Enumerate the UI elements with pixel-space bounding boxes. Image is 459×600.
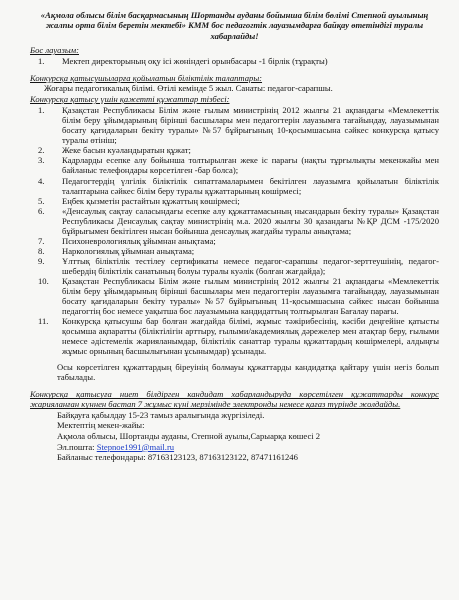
documents-list xyxy=(30,105,439,356)
vacancy-list xyxy=(30,56,439,66)
deadline-notice: Конкурсқа қатысуға ниет білдірген кандидат хабарландыруда көрсетілген құжаттарды конкурс жарияланған күннен бастап 7 жұмыс күні мерзімінде электронды немесе қағаз түрінде жолдайды. xyxy=(30,389,439,410)
list-item: 6. «Денсаулық сақтау саласындағы есепке алу құжаттамасының нысандарын бекіту туралы» Қазақстан Республикасы Денсаулық сақтау министрінің м.а. 2020 жылғы 30 қазандағы №ҚР ДСМ -175/2020 бұйрығымен бекітілген нысан бойынша денсаулық жағдайы туралы анықтама; xyxy=(38,205,439,236)
list-item: 3. Кадрларды есепке алу бойынша толтырылған жеке іс парағы (нақты тұрғылықты мекенжайы мен байланыс телефондары көрсетілген -бар болса); xyxy=(38,155,439,176)
list-item: 4. Педагогтердің үлгілік біліктілік сипаттамаларымен бекітілген лауазымға қойылатын біліктілік талаптарына сәйкес білім беру туралы құжаттарының көшірмесі; xyxy=(38,175,439,196)
date-line: Байқауға қабылдау 15-23 тамыз аралығында жүргізіледі. xyxy=(57,409,265,420)
list-item: 11. Конкурсқа қатысушы бар болған жағдайда білімі, жұмыс тәжірибесінің, кәсіби деңгейіне қатысты қосымша ақпаратты (біліктілігін арттыру, ғылыми/академиялық дәрежелер мен атақтар беру, ғылыми немесе әдістемелік жарияланымдар, біліктілік санаттар туралы құжаттардың көшірмелері, алдыңғы жұмыс орнының басшылығынан ұсынымдар) ұсынады. xyxy=(38,316,439,357)
address-text: Ақмола облысы, Шортанды ауданы, Степной ауылы,Сарыарқа көшесі 2 xyxy=(57,431,321,441)
list-item: 9. Ұлттық біліктілік тестілеу сертификаты немесе педагог-сарапшы педагог-зерттеушінің, педагог-шебердің біліктілік санатының болуы туралы куәлік (болған жағдайда); xyxy=(38,255,439,276)
list-item: 10. Қазақстан Республикасы Білім және ғылым министрінің 2012 жылғы 21 ақпандағы «Мемлекеттік білім беру ұйымдарының бірінші басшылары мен педагогтерін лауазымға тағайындау, лауазымынан босату қағидаларын бекіту туралы» №57 бұйрығының 11-қосымшасына сәйкес нысан бойынша педагогтің бос немесе уақытша бос лауазымына кандидаттың толтырылған Бағалау парағы. xyxy=(38,275,439,317)
contact-block xyxy=(30,410,439,464)
phone-line xyxy=(57,452,439,463)
phone-label: Байланыс телефондары: xyxy=(57,452,148,463)
list-item: 2. Жеке басын куәландыратын құжат; xyxy=(38,145,191,156)
documents-heading: Конкурсқа қатысу үшін қажетті құжаттар тізбесі: xyxy=(30,94,230,105)
qualification-text: Жоғары педагогикалық білімі. Өтілі кемінде 5 жыл. Санаты: педагог-сарапшы. xyxy=(44,83,333,94)
list-item: 8. Наркологиялық ұйымнан анықтама; xyxy=(38,245,195,256)
email-line xyxy=(57,442,439,453)
list-item: 7. Психоневрологиялық ұйымнан анықтама; xyxy=(38,235,216,246)
qualification-heading: Конкурсқа қатысушыларға қойылатын біліктілік талаптары: xyxy=(30,73,263,84)
vacancy-heading: Бос лауазым: xyxy=(30,44,79,55)
page-title: «Ақмола облысы білім басқармасының Шортанды ауданы бойынша білім бөлімі Степной ауылының жалпы орта білім беретін мектебі» КММ бос педагогтік лауазымдарға байқау өтетіндігі туралы хабарлайды! xyxy=(40,10,429,41)
list-item: 1. Қазақстан Республикасы Білім және ғылым министрінің 2012 жылғы 21 ақпандағы «Мемлекеттік білім беру ұйымдарының бірінші басшылары мен педагогтерін лауазымға тағайындау, лауазымынан босату қағидаларын бекіту туралы» №57 бұйрығының 10-қосымшасына сәйкес конкурсқа қатысу туралы өтініш; xyxy=(38,105,439,146)
documents-note: Осы көрсетілген құжаттардың біреуінің болмауы құжаттарды кандидатқа қайтару үшін негіз болып табылады. xyxy=(57,362,439,383)
email-label: Эл.пошта: xyxy=(57,441,97,452)
list-item: 5. Еңбек қызметін растайтын құжаттың көшірмесі; xyxy=(38,195,240,206)
address-label: Мектептің мекен-жайы: xyxy=(57,420,145,431)
phone-numbers: 87163123123, 87163123122, 87471161246 xyxy=(147,452,298,463)
email-link[interactable]: Stepnoe1991@mail.ru xyxy=(96,441,175,452)
list-item: 1. Мектеп директорының оқу ісі жөніндегі орынбасары -1 бірлік (тұрақты) xyxy=(38,55,328,66)
